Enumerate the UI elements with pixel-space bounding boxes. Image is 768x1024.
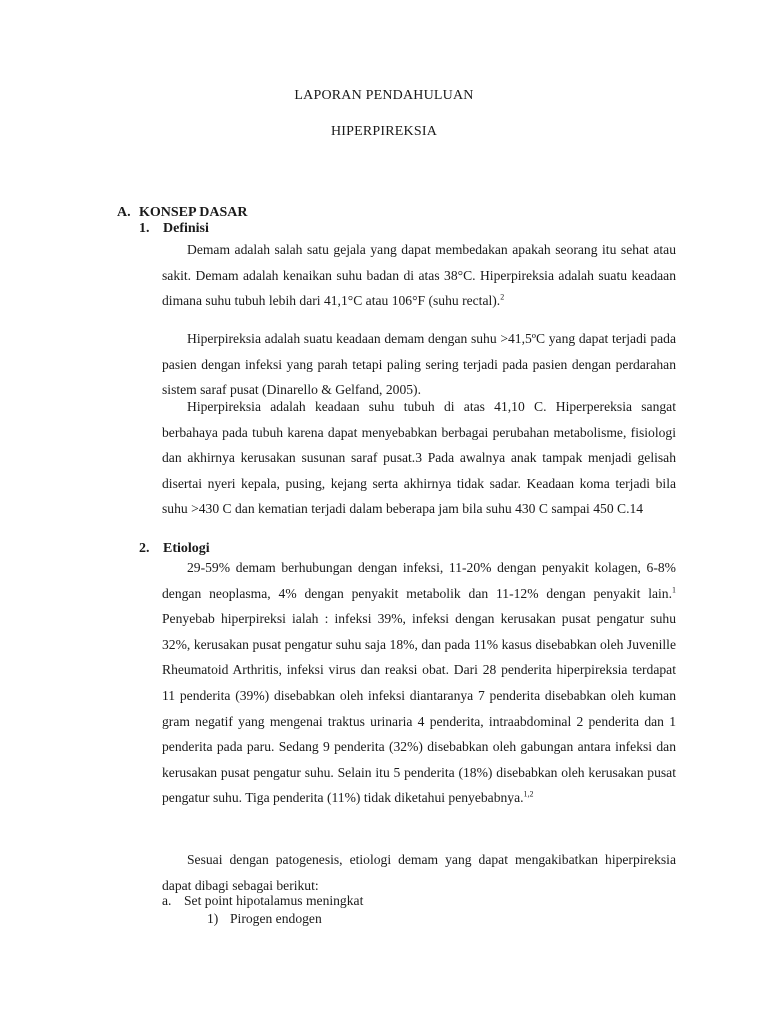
- subsection-number: 1.: [139, 221, 150, 236]
- subsection-number: 2.: [139, 541, 150, 556]
- list-item-a: [162, 893, 363, 909]
- section-heading-konsep-dasar: [117, 205, 248, 221]
- paragraph-etiologi-2: Sesuai dengan patogenesis, etiologi demam yang dapat mengakibatkan hiperpireksia dapat dibagi sebagai berikut:: [162, 852, 676, 893]
- paragraph-text: Penyebab hiperpireksi ialah : infeksi 39%, infeksi dengan kerusakan pusat pengatur suhu 32%, kerusakan pusat pengatur suhu saja 18%, dan pada 11% kasus disebabkan oleh Juvenille Rheumatoid Arthritis, infeksi virus dan reaksi obat. Dari 28 penderita hiperpireksia terdapat 11 penderita (39%) disebabkan oleh infeksi diantaranya 7 penderita disebabkan oleh kuman gram negatif yang mengenai traktus urinaria 4 penderita, intraabdominal 2 penderita dan 1 penderita pada paru. Sedang 9 penderita (32%) disebabkan oleh gabungan antara infeksi dan kerusakan pusat pengatur suhu. Selain itu 5 penderita (18%) disebabkan oleh kerusakan pusat pengatur suhu. Tiga penderita (11%) tidak diketahui penyebabnya.: [162, 611, 676, 806]
- list-label: Pirogen endogen: [230, 911, 322, 926]
- subsection-label: Etiologi: [163, 541, 210, 556]
- list-marker: a.: [162, 893, 172, 908]
- paragraph-etiologi-1: [162, 555, 676, 811]
- document-subtitle: HIPERPIREKSIA: [330, 124, 438, 139]
- list-marker: 1): [207, 911, 219, 926]
- section-number: A.: [117, 205, 131, 220]
- paragraph-definisi-1: [162, 237, 676, 314]
- subsection-heading-definisi: [139, 221, 209, 237]
- citation-superscript: 1,2: [523, 789, 534, 799]
- section-label: KONSEP DASAR: [139, 205, 248, 220]
- paragraph-definisi-2: Hiperpireksia adalah suatu keadaan demam dengan suhu >41,5ºC yang dapat terjadi pada pasien dengan infeksi yang parah tetapi paling sering terjadi pada pasien dengan perdarahan sistem saraf pusat (Dinarello & Gelfand, 2005).: [162, 331, 676, 398]
- paragraph-definisi-3: Hiperpireksia adalah keadaan suhu tubuh di atas 41,10 C. Hiperpereksia sangat berbahaya pada tubuh karena dapat menyebabkan berbagai perubahan metabolisme, fisiologi dan akhirnya kerusakan susunan saraf pusat.3 Pada awalnya anak tampak menjadi gelisah disertai nyeri kepala, pusing, kejang serta akhirnya tidak sadar. Keadaan koma terjadi bila suhu >430 C dan kematian terjadi dalam beberapa jam bila suhu 430 C sampai 450 C.14: [162, 399, 676, 517]
- document-title: LAPORAN PENDAHULUAN: [294, 88, 474, 103]
- paragraph-text: Demam adalah salah satu gejala yang dapat membedakan apakah seorang itu sehat atau sakit. Demam adalah kenaikan suhu badan di atas 38°C. Hiperpireksia adalah suatu keadaan dimana suhu tubuh lebih dari 41,1°C atau 106°F (suhu rectal).: [162, 242, 676, 309]
- citation-superscript: 1: [672, 585, 676, 595]
- list-label: Set point hipotalamus meningkat: [184, 893, 364, 908]
- list-item-1: [207, 911, 322, 927]
- paragraph-text: 29-59% demam berhubungan dengan infeksi, 11-20% dengan penyakit kolagen, 6-8% dengan neoplasma, 4% dengan penyakit metabolik dan 11-12% dengan penyakit lain.: [162, 560, 676, 601]
- citation-superscript: 2: [500, 292, 505, 302]
- subsection-label: Definisi: [163, 221, 209, 236]
